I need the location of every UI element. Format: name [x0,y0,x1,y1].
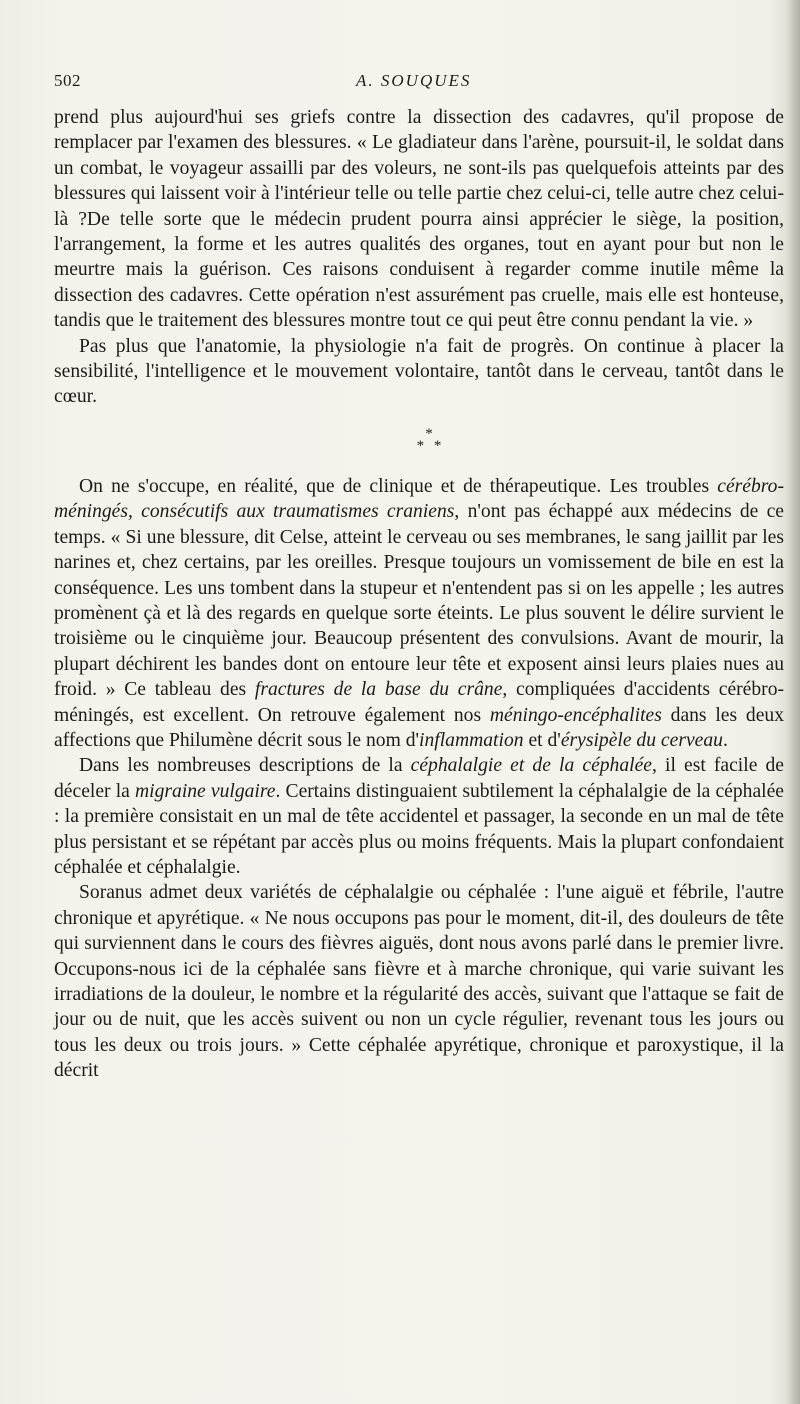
body-text [54,105,784,1084]
ornament-star-bottom: * * [416,437,442,454]
ornament-star-top: * [425,425,433,442]
paragraph-3-text-3: , compliquées d'accidents cérébro-méningés, est excellent. On retrouve également nos [54,679,785,726]
paragraph-3-text-5: et d' [523,729,561,751]
page-edge-shadow [786,0,800,1404]
paragraph-3-text-2: , n'ont pas échappé aux médecins de ce temps. « Si une blessure, dit Celse, atteint le cerveau ou ses membranes, le sang jaillit par les narines et, chez certains, par les oreilles. Presque toujours un vomissement de bile en est la conséquence. Les uns tombent dans la stupeur et n'entendent pas si on les appelle ; les autres promènent çà et là des regards en quelque sorte éteints. Le plus souvent le délire survient le troisième ou le cinquième jour. Beaucoup présentent des convulsions. Avant de mourir, la plupart déchirent les bandes dont on entoure leur tête et exposent ainsi leurs plaies nues au froid. » Ce tableau des [54,501,784,701]
paragraph-3 [54,474,784,753]
paragraph-4-italic-1: céphalalgie et de la céphalée [410,755,652,777]
paragraph-4-italic-2: migraine vulgaire [135,780,276,802]
paragraph-4-text-1: Dans les nombreuses descriptions de la [79,755,411,777]
page-header [54,71,754,95]
page-number: 502 [54,71,81,90]
paragraph-4-text-2: , il est facile de déceler la [54,755,784,802]
paragraph-3-italic-4: inflammation [419,729,524,751]
section-ornament [54,425,784,454]
paragraph-4 [54,753,784,880]
paragraph-3-text-4: dans les deux affections que Philumène décrit sous le nom d' [54,704,785,751]
paragraph-5: Soranus admet deux variétés de céphalalgie ou céphalée : l'une aiguë et fébrile, l'autre chronique et apyrétique. « Ne nous occupons pas pour le moment, dit-il, des douleurs de tête qui surviennent dans le cours des fièvres aiguës, dont nous avons parlé dans le premier livre. Occupons-nous ici de la céphalée sans fièvre et à marche chronique, qui varie suivant les irradiations de la douleur, le nombre et la régularité des accès, suivant que l'attaque se fait de jour ou de nuit, que les accès suivent ou non un cycle régulier, revenant tous les jours ou tous les deux ou trois jours. » Cette céphalée apyrétique, chronique et paroxystique, il la décrit [54,882,784,1082]
paragraph-3-italic-1: cérébro-méningés, consécutifs aux traumatismes craniens [54,475,784,523]
paragraph-3-text-6: . [722,729,728,751]
paragraph-2: Pas plus que l'anatomie, la physiologie n'a fait de progrès. On continue à placer la sensibilité, l'intelligence et le mouvement volontaire, tantôt dans le cerveau, tantôt dans le cœur. [54,335,784,408]
paragraph-4-text-3: . Certains distinguaient subtilement la céphalalgie de la céphalée : la première consistait en un mal de tête accidentel et passager, la seconde en un mal de tête plus persistant et se répétant par accès plus ou moins fréquents. Mais la plupart confondaient céphalée et céphalalgie. [54,780,784,878]
paragraph-3-italic-2: fractures de la base du crâne [254,679,503,701]
running-head: A. SOUQUES [356,71,472,90]
paragraph-1: prend plus aujourd'hui ses griefs contre la dissection des cadavres, qu'il propose de remplacer par l'examen des blessures. « Le gladiateur dans l'arène, poursuit-il, le soldat dans un combat, le voyageur assailli par des voleurs, ne sont-ils pas quelquefois atteints par des blessures qui laissent voir à l'intérieur telle ou telle partie chez celui-ci, telle autre chez celui-là ?De telle sorte que le médecin prudent pourra ainsi apprécier le siège, la position, l'arrangement, la forme et les autres qualités des organes, tout en ayant pour but non le meurtre mais la guérison. Ces raisons conduisent à regarder comme inutile même la dissection des cadavres. Cette opération n'est assurément pas cruelle, mais elle est honteuse, tandis que le traitement des blessures montre tout ce qui peut être connu pendant la vie. » [54,107,784,332]
paragraph-3-italic-5: érysipèle du cerveau [560,729,723,751]
paragraph-3-italic-3: méningo-encéphalites [489,704,662,726]
paragraph-3-text-1: On ne s'occupe, en réalité, que de clinique et de thérapeutique. Les troubles [79,475,718,497]
